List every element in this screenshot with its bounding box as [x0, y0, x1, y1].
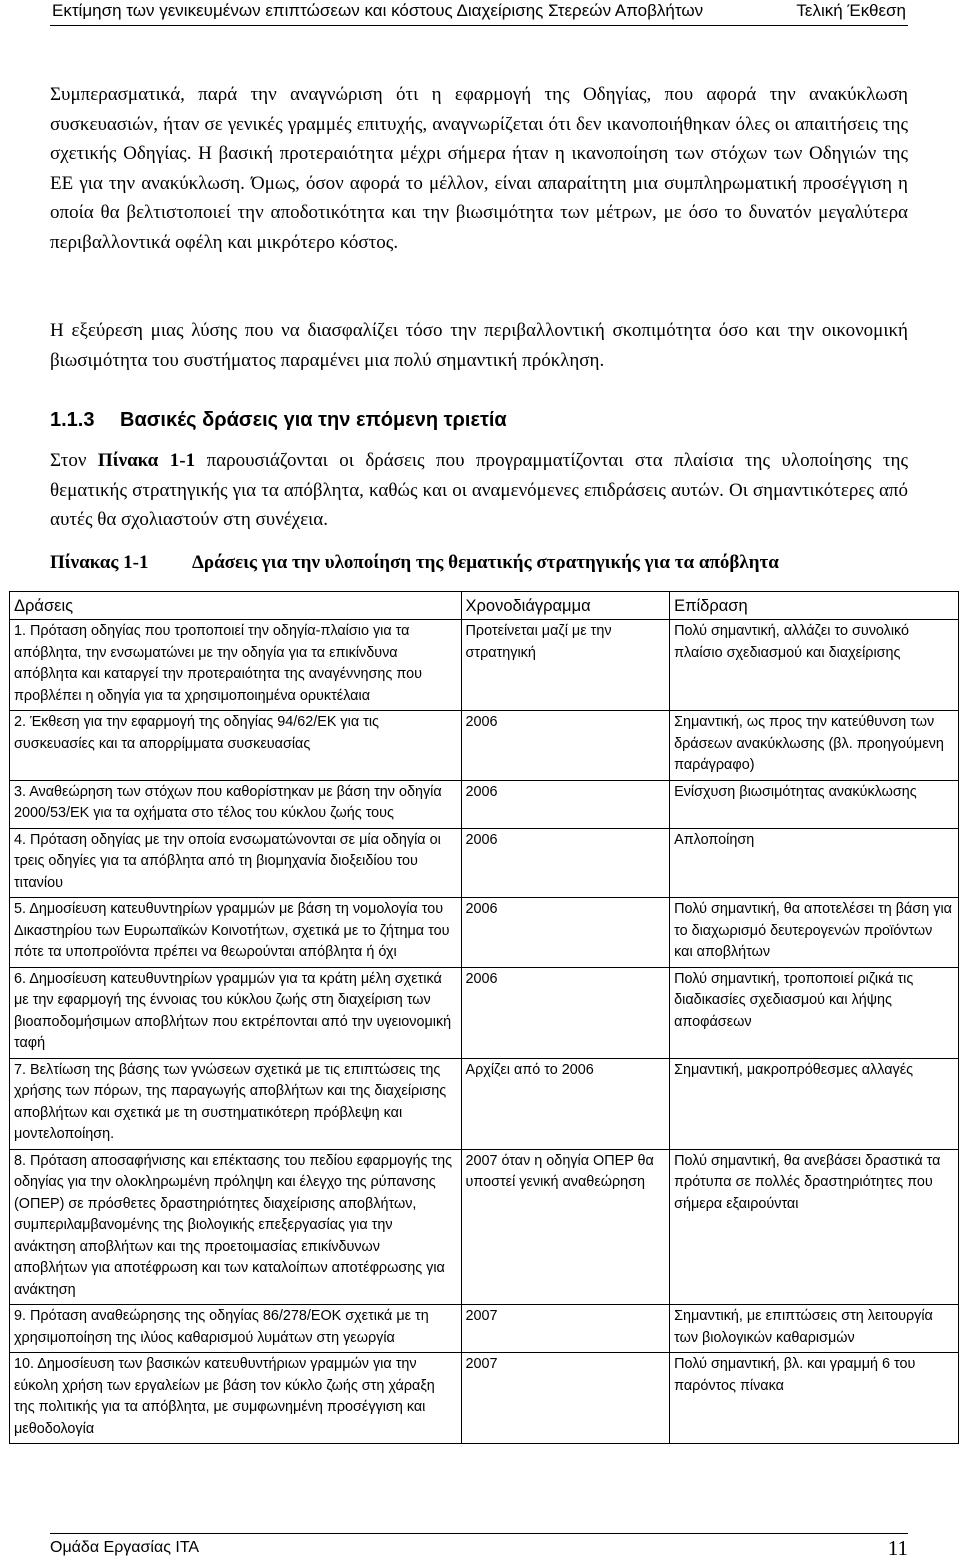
timeline-cell: 2006 [461, 898, 670, 968]
table-row [10, 1305, 959, 1353]
timeline-cell: 2006 [461, 780, 670, 828]
impact-cell: Ενίσχυση βιωσιμότητας ανακύκλωσης [670, 780, 959, 828]
section-number: 1.1.3 [50, 409, 95, 431]
impact-cell: Πολύ σημαντική, βλ. και γραμμή 6 του παρόντος πίνακα [670, 1353, 959, 1444]
impact-cell: Σημαντική, μακροπρόθεσμες αλλαγές [670, 1058, 959, 1149]
column-header-actions: Δράσεις [10, 592, 462, 620]
table-row [10, 898, 959, 968]
impact-cell: Πολύ σημαντική, θα ανεβάσει δραστικά τα πρότυπα σε πολλές δραστηριότητες που σήμερα εξαιρούνται [670, 1149, 959, 1305]
column-header-impact: Επίδραση [670, 592, 959, 620]
impact-cell: Σημαντική, ως προς την κατεύθυνση των δράσεων ανακύκλωσης (βλ. προηγούμενη παράγραφο) [670, 711, 959, 781]
table-caption-label: Πίνακας 1-1 [50, 552, 149, 573]
impact-cell: Απλοποίηση [670, 828, 959, 898]
action-cell: 1. Πρόταση οδηγίας που τροποποιεί την οδηγία-πλαίσιο για τα απόβλητα, την ενσωματώνει με την οδηγία για τα επικίνδυνα απόβλητα και καταργεί την προτεραιότητα της αναγέννησης που προβλέπει η οδηγία για τα χρησιμοποιημένα ορυκτέλαια [10, 620, 462, 711]
table-caption-title: Δράσεις για την υλοποίηση της θεματικής στρατηγικής για τα απόβλητα [192, 552, 779, 573]
intro-text-before: Στον [50, 450, 98, 471]
action-cell: 4. Πρόταση οδηγίας με την οποία ενσωματώνονται σε μία οδηγία οι τρεις οδηγίες για τα απόβλητα από τη βιομηχανία διοξειδίου του τιτανίου [10, 828, 462, 898]
footer-author: Ομάδα Εργασίας ΙΤΑ [50, 1539, 200, 1556]
action-cell: 8. Πρόταση αποσαφήνισης και επέκτασης του πεδίου εφαρμογής της οδηγίας για την ολοκληρωμένη πρόληψη και έλεγχο της ρύπανσης (ΟΠΕΡ) σε πρόσθετες δραστηριότητες διαχείρισης αποβλήτων, συμπεριλαμβανομένης της βιολογικής επεξεργασίας για την ανάκτηση αποβλήτων και της προετοιμασίας επικίνδυνων αποβλήτων για αποτέφρωση και των καταλοίπων αποτέφρωσης για ανάκτηση [10, 1149, 462, 1305]
action-cell: 3. Αναθεώρηση των στόχων που καθορίστηκαν με βάση την οδηγία 2000/53/ΕΚ για τα οχήματα στο τέλος του κύκλου ζωής τους [10, 780, 462, 828]
timeline-cell: 2006 [461, 828, 670, 898]
impact-cell: Πολύ σημαντική, αλλάζει το συνολικό πλαίσιο σχεδιασμού και διαχείρισης [670, 620, 959, 711]
impact-cell: Πολύ σημαντική, τροποποιεί ριζικά τις διαδικασίες σχεδιασμού και λήψης αποφάσεων [670, 967, 959, 1058]
column-header-timeline: Χρονοδιάγραμμα [461, 592, 670, 620]
timeline-cell: 2007 [461, 1353, 670, 1444]
page-header [50, 0, 908, 26]
table-row [10, 1058, 959, 1149]
table-row [10, 967, 959, 1058]
footer-rule [50, 1533, 908, 1534]
paragraph-conclusion: Συμπερασματικά, παρά την αναγνώριση ότι η εφαρμογή της Οδηγίας, που αφορά την ανακύκλωση συσκευασιών, ήταν σε γενικές γραμμές επιτυχής, αναγνωρίζεται ότι δεν ικανοποιήθηκαν όλες οι απαιτήσεις της σχετικής Οδηγίας. Η βασική προτεραιότητα μέχρι σήμερα ήταν η ικανοποίηση των στόχων των Οδηγιών της ΕΕ για την ανακύκλωση. Όμως, όσον αφορά το μέλλον, είναι απαραίτητη μια συμπληρωματική προσέγγιση η οποία θα βελτιστοποιεί την αποδοτικότητα και την βιωσιμότητα των μέτρων, με όσο το δυνατόν μεγαλύτερα περιβαλλοντικά οφέλη και μικρότερο κόστος. [50, 84, 908, 253]
paragraph-table-intro [50, 446, 908, 535]
action-cell: 10. Δημοσίευση των βασικών κατευθυντήριων γραμμών για την εύκολη χρήση των εργαλείων με βάση τον κύκλο ζωής στη χάραξη της πολιτικής για τα απόβλητα, με συμφωνημένη προσέγγιση και μεθοδολογία [10, 1353, 462, 1444]
table-row [10, 620, 959, 711]
timeline-cell: 2007 όταν η οδηγία ΟΠΕΡ θα υποστεί γενική αναθεώρηση [461, 1149, 670, 1305]
impact-cell: Σημαντική, με επιπτώσεις στη λειτουργία των βιολογικών καθαρισμών [670, 1305, 959, 1353]
section-heading [50, 406, 908, 434]
paragraph-challenge: Η εξεύρεση μιας λύσης που να διασφαλίζει τόσο την περιβαλλοντική σκοπιμότητα όσο και την οικονομική βιωσιμότητα του συστήματος παραμένει μια πολύ σημαντική πρόκληση. [50, 320, 908, 371]
page-number: 11 [887, 1536, 908, 1560]
table-caption [50, 549, 920, 577]
action-cell: 2. Έκθεση για την εφαρμογή της οδηγίας 94/62/ΕΚ για τις συσκευασίες και τα απορρίμματα συσκευασίας [10, 711, 462, 781]
page-footer [50, 1533, 908, 1561]
intro-text-after: παρουσιάζονται οι δράσεις που προγραμματίζονται στα πλαίσια της υλοποίησης της θεματικής στρατηγικής για τα απόβλητα, καθώς και οι αναμενόμενες επιδράσεις αυτών. Οι σημαντικότερες από αυτές θα σχολιαστούν στη συνέχεια. [50, 450, 908, 530]
table-header-row [10, 592, 959, 620]
actions-table [9, 591, 959, 1444]
timeline-cell: Προτείνεται μαζί με την στρατηγική [461, 620, 670, 711]
timeline-cell: 2006 [461, 711, 670, 781]
impact-cell: Πολύ σημαντική, θα αποτελέσει τη βάση για το διαχωρισμό δευτερογενών προϊόντων και αποβλήτων [670, 898, 959, 968]
action-cell: 5. Δημοσίευση κατευθυντηρίων γραμμών με βάση τη νομολογία του Δικαστηρίου των Ευρωπαϊκών Κοινοτήτων, σχετικά με το ζήτημα του πότε τα υποπροϊόντα πρέπει να θεωρούνται απόβλητα ή όχι [10, 898, 462, 968]
timeline-cell: Αρχίζει από το 2006 [461, 1058, 670, 1149]
table-row [10, 780, 959, 828]
section-title: Βασικές δράσεις για την επόμενη τριετία [120, 409, 507, 431]
header-report-type: Τελική Έκθεση [796, 1, 906, 20]
timeline-cell: 2006 [461, 967, 670, 1058]
table-row [10, 1353, 959, 1444]
action-cell: 7. Βελτίωση της βάσης των γνώσεων σχετικά με τις επιπτώσεις της χρήσης των πόρων, της παραγωγής αποβλήτων και της διαχείρισης αποβλήτων και σχετικά με τη συστηματικότερη πρόβλεψη και μοντελοποίηση. [10, 1058, 462, 1149]
header-title: Εκτίμηση των γενικευμένων επιπτώσεων και κόστους Διαχείρισης Στερεών Αποβλήτων [52, 1, 704, 20]
table-row [10, 828, 959, 898]
table-row [10, 711, 959, 781]
timeline-cell: 2007 [461, 1305, 670, 1353]
header-rule [50, 25, 908, 26]
action-cell: 9. Πρόταση αναθεώρησης της οδηγίας 86/278/ΕΟΚ σχετικά με τη χρησιμοποίηση της ιλύος καθαρισμού λυμάτων στη γεωργία [10, 1305, 462, 1353]
action-cell: 6. Δημοσίευση κατευθυντηρίων γραμμών για τα κράτη μέλη σχετικά με την εφαρμογή της έννοιας του κύκλου ζωής στη διαχείριση των βιοαποδομήσιμων αποβλήτων που εκτρέπονται από την υγειονομική ταφή [10, 967, 462, 1058]
table-reference: Πίνακα 1-1 [97, 450, 196, 471]
table-row [10, 1149, 959, 1305]
